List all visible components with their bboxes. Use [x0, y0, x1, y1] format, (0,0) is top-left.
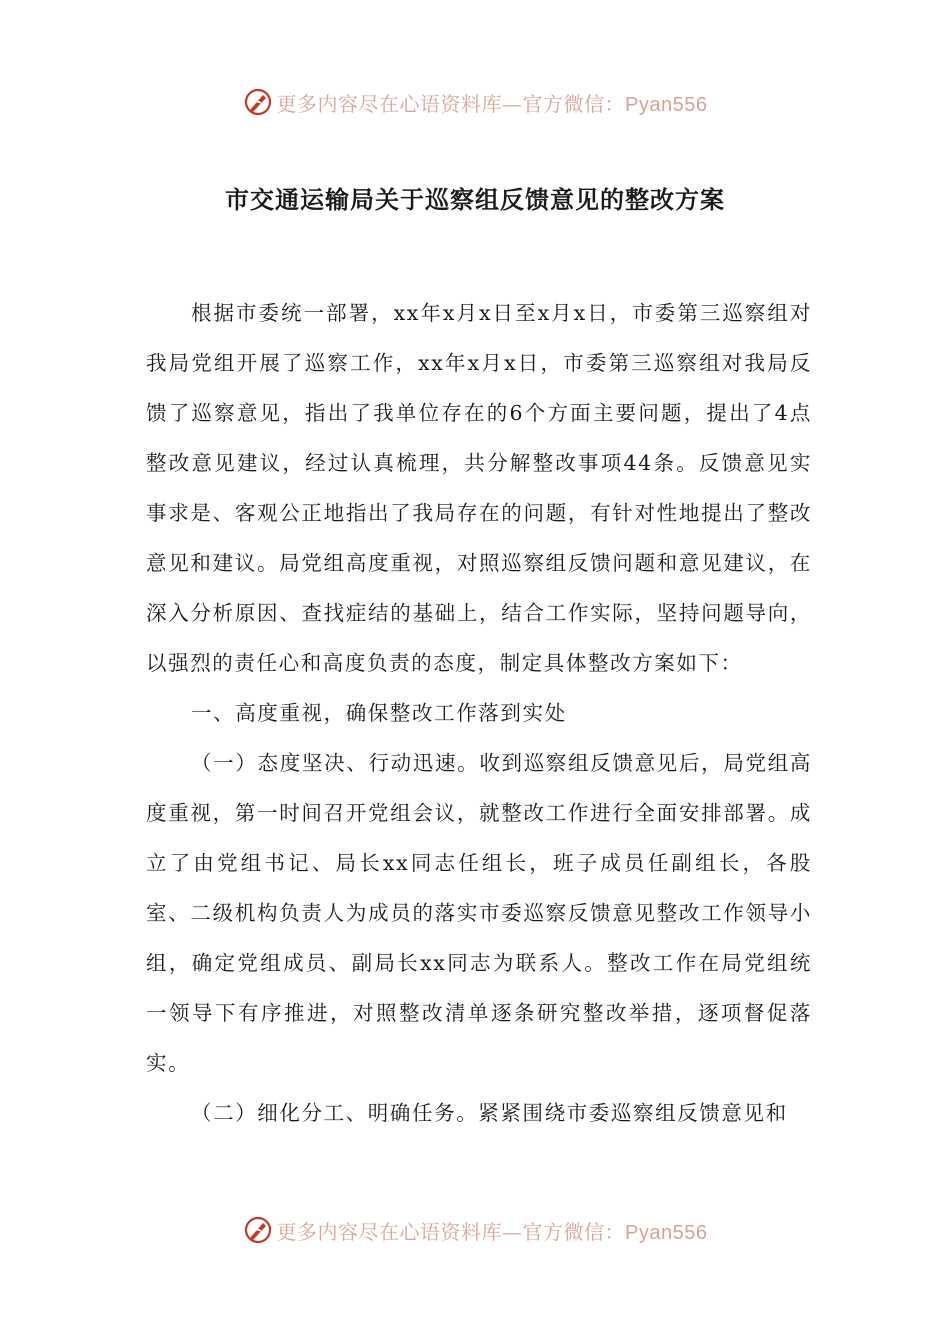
- pen-logo-icon: [243, 87, 273, 117]
- paragraph-1-2: （二）细化分工、明确任务。紧紧围绕市委巡察组反馈意见和: [191, 1101, 788, 1125]
- paragraph-1-1: （一）态度坚决、行动迅速。收到巡察组反馈意见后，局党组高度重视，第一时间召开党组会议，就整改工作进行全面安排部署。成立了由党组书记、局长xx同志任组长，班子成员任副组长，各股室、二级机构负责人为成员的落实市委巡察反馈意见整改工作领导小组，确定党组成员、副局长xx同志为联系人。整改工作在局党组统一领导下有序推进，对照整改清单逐条研究整改举措，逐项督促落实。: [146, 751, 812, 1075]
- watermark-text: 更多内容尽在心语资料库—官方微信：Pyan556: [276, 1219, 708, 1244]
- pen-logo-icon: [243, 1215, 273, 1245]
- watermark-banner-top: [0, 82, 950, 122]
- document-body: [146, 288, 812, 1138]
- section-heading-1: 一、高度重视，确保整改工作落到实处: [191, 701, 567, 725]
- paragraph-intro: 根据市委统一部署，xx年x月x日至x月x日，市委第三巡察组对我局党组开展了巡察工作，xx年x月x日，市委第三巡察组对我局反馈了巡察意见，指出了我单位存在的6个方面主要问题，提出了4点整改意见建议，经过认真梳理，共分解整改事项44条。反馈意见实事求是、客观公正地指出了我局存在的问题，有针对性地提出了整改意见和建议。局党组高度重视，对照巡察组反馈问题和意见建议，在深入分析原因、查找症结的基础上，结合工作实际，坚持问题导向，以强烈的责任心和高度负责的态度，制定具体整改方案如下：: [146, 301, 812, 675]
- watermark-banner-bottom: [0, 1210, 950, 1250]
- document-title: 市交通运输局关于巡察组反馈意见的整改方案: [225, 185, 725, 214]
- watermark-text: 更多内容尽在心语资料库—官方微信：Pyan556: [276, 91, 708, 116]
